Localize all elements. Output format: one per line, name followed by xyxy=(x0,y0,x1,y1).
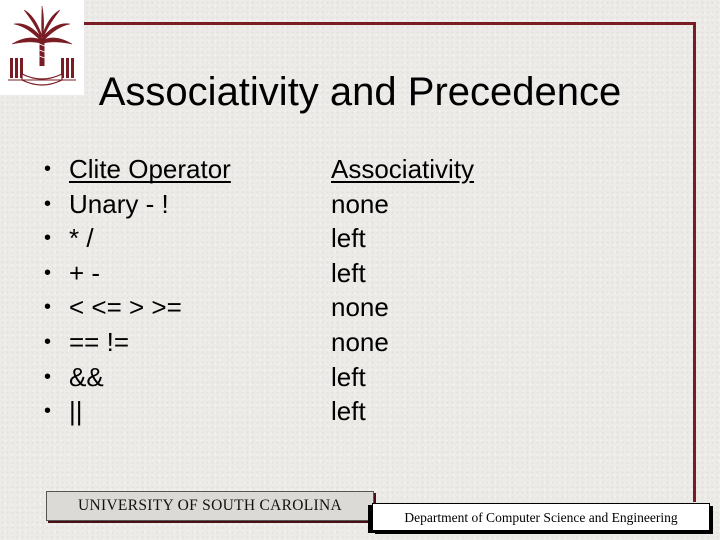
associativity-column-header: Associativity xyxy=(331,154,475,184)
bullet: • xyxy=(44,330,52,353)
department-footer: Department of Computer Science and Engineering xyxy=(372,503,710,531)
operator-column-header: Clite Operator xyxy=(69,154,231,184)
bullet: • xyxy=(44,400,52,423)
bullet: • xyxy=(44,365,52,388)
operator-cell: && xyxy=(69,361,104,392)
operator-cell: + - xyxy=(69,257,101,288)
university-footer: UNIVERSITY OF SOUTH CAROLINA xyxy=(46,491,374,521)
table-row xyxy=(44,290,684,325)
bullet: • xyxy=(44,227,52,250)
operator-cell: * / xyxy=(69,223,94,254)
associativity-cell: left xyxy=(331,361,366,392)
operator-cell: || xyxy=(69,396,83,427)
table-row xyxy=(44,256,684,291)
associativity-cell: none xyxy=(331,326,389,357)
associativity-cell: none xyxy=(331,292,389,323)
table-row xyxy=(44,360,684,395)
bullet: • xyxy=(44,192,52,215)
bullet: • xyxy=(44,296,52,319)
associativity-cell: none xyxy=(331,188,389,219)
associativity-cell: left xyxy=(331,223,366,254)
table-row xyxy=(44,325,684,360)
bullet: • xyxy=(44,158,52,180)
operator-cell: Unary - ! xyxy=(69,188,169,219)
table-row xyxy=(44,221,684,256)
table-row xyxy=(44,394,684,429)
slide-title: Associativity and Precedence xyxy=(98,70,622,114)
bullet: • xyxy=(44,261,52,284)
associativity-cell: left xyxy=(331,257,366,288)
table-header-row xyxy=(44,152,684,187)
associativity-cell: left xyxy=(331,396,366,427)
table-row xyxy=(44,187,684,222)
operator-table xyxy=(44,152,684,429)
operator-cell: == != xyxy=(69,326,129,357)
frame-top-border xyxy=(84,22,696,25)
operator-cell: < <= > >= xyxy=(69,292,182,323)
